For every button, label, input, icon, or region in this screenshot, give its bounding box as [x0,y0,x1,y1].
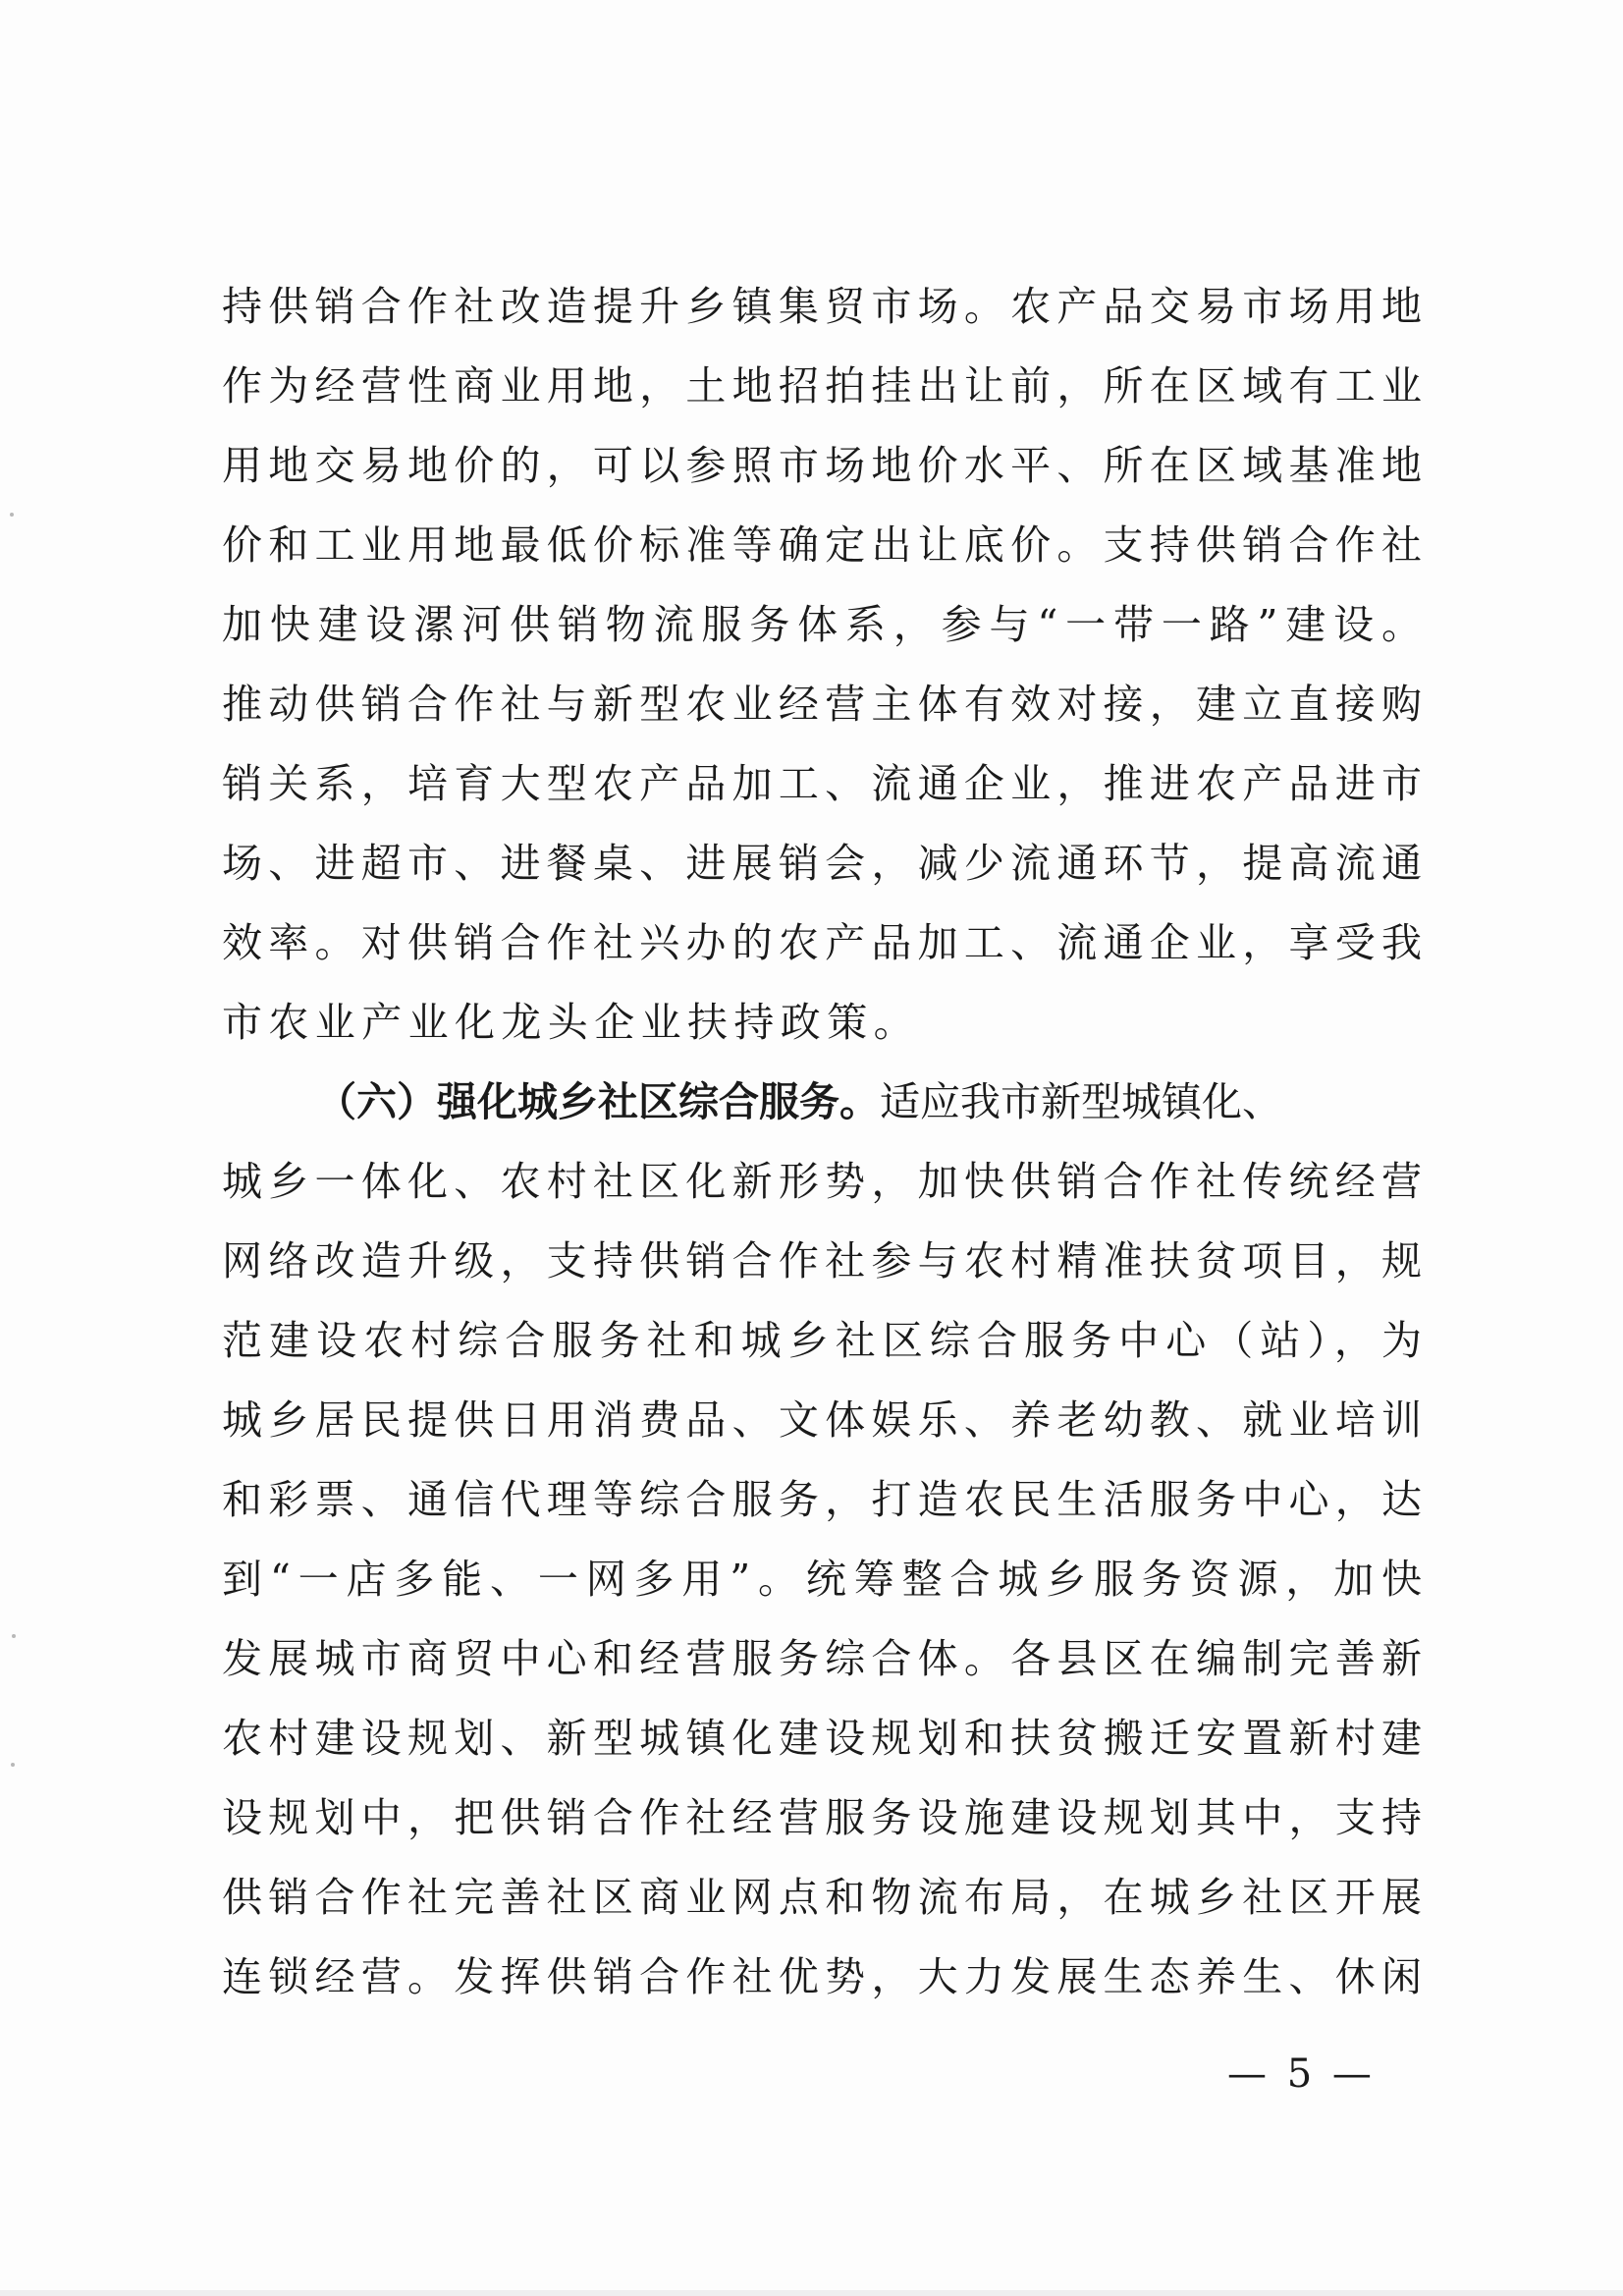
scan-speck [12,1634,16,1638]
scan-speck [10,513,14,517]
body-line: 加快建设漯河供销物流服务体系，参与“一带一路”建设。 [222,601,1422,648]
body-line: 农村建设规划、新型城镇化建设规划和扶贫搬迁安置新村建 [222,1715,1422,1762]
document-body [222,267,1422,2017]
body-line: 作为经营性商业用地，土地招拍挂出让前，所在区域有工业 [222,362,1422,410]
body-line: 推动供销合作社与新型农业经营主体有效对接，建立直接购 [222,681,1422,728]
body-line: 连锁经营。发挥供销合作社优势，大力发展生态养生、休闲 [222,1953,1422,2000]
body-line: 持供销合作社改造提升乡镇集贸市场。农产品交易市场用地 [222,283,1422,330]
page-number: — 5 — [1227,2051,1376,2097]
body-line: 供销合作社完善社区商业网点和物流布局，在城乡社区开展 [222,1874,1422,1921]
body-line: 市农业产业化龙头企业扶持政策。 [222,999,920,1046]
body-line: 场、进超市、进餐桌、进展销会，减少流通环节，提高流通 [222,840,1422,887]
body-line: 发展城市商贸中心和经营服务综合体。各县区在编制完善新 [222,1635,1422,1682]
body-line: 网络改造升级，支持供销合作社参与农村精准扶贫项目，规 [222,1237,1422,1285]
body-line: 效率。对供销合作社兴办的农产品加工、流通企业，享受我 [222,919,1422,966]
body-line: 到“一店多能、一网多用”。统筹整合城乡服务资源，加快 [222,1556,1422,1603]
scan-bottom-edge [0,2290,1623,2296]
body-line: 设规划中，把供销合作社经营服务设施建设规划其中，支持 [222,1794,1422,1841]
body-line: 范建设农村综合服务社和城乡社区综合服务中心（站），为 [222,1317,1422,1364]
body-line: 城乡居民提供日用消费品、文体娱乐、养老幼教、就业培训 [222,1396,1422,1444]
body-line: 销关系，培育大型农产品加工、流通企业，推进农产品进市 [222,760,1422,807]
section-heading: （六）强化城乡社区综合服务。 [316,1078,880,1125]
section-heading-line [222,1063,1422,1142]
section-heading-continuation: 适应我市新型城镇化、 [880,1078,1282,1125]
body-line: 和彩票、通信代理等综合服务，打造农民生活服务中心，达 [222,1476,1422,1523]
body-line: 价和工业用地最低价标准等确定出让底价。支持供销合作社 [222,521,1422,569]
body-line: 用地交易地价的，可以参照市场地价水平、所在区域基准地 [222,442,1422,489]
body-line: 城乡一体化、农村社区化新形势，加快供销合作社传统经营 [222,1158,1422,1205]
scan-speck [11,1763,15,1767]
